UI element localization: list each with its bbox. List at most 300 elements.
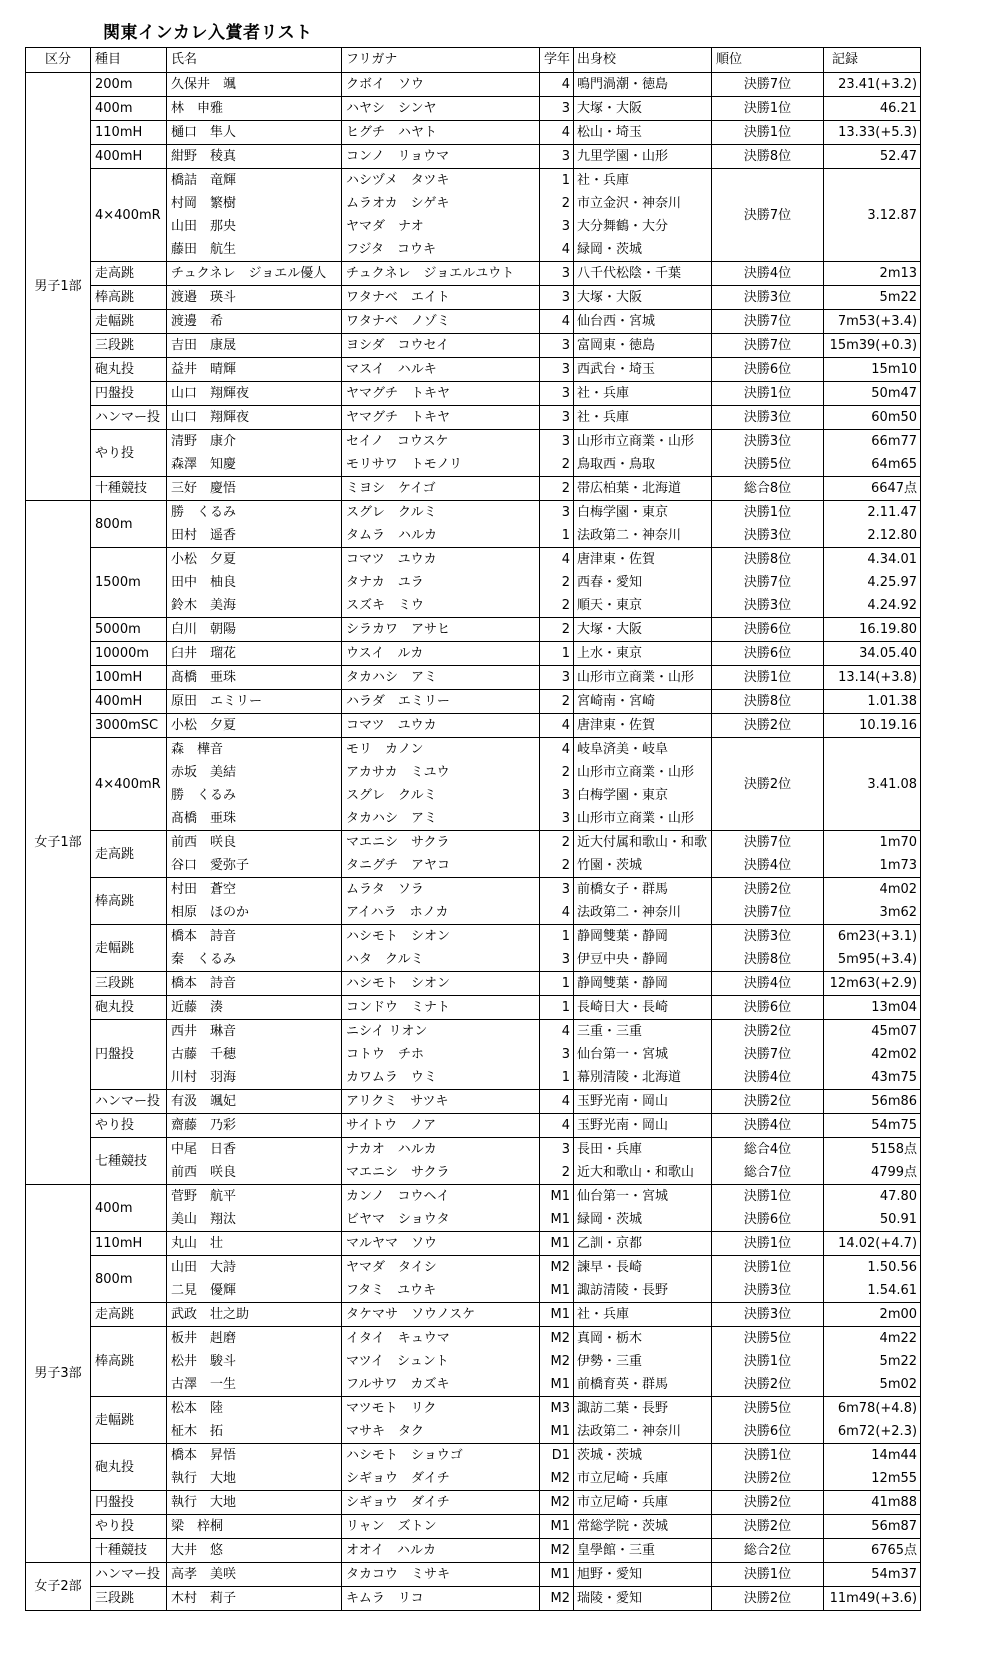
event-cell: やり投: [91, 430, 167, 477]
name-cell: 三好 慶悟: [167, 477, 342, 501]
rank-cell: 決勝4位: [712, 972, 824, 996]
table-row: [26, 1563, 921, 1587]
rank-cell: 決勝1位: [712, 1444, 824, 1468]
grade-cell: M1: [540, 1232, 574, 1256]
event-cell: やり投: [91, 1114, 167, 1138]
event-cell: 3000mSC: [91, 714, 167, 738]
table-row: [26, 169, 921, 193]
school-cell: 前橋女子・群馬: [574, 878, 712, 902]
record-cell: 5m22: [824, 1350, 921, 1373]
school-cell: 竹園・茨城: [574, 854, 712, 878]
rank-cell: 決勝7位: [712, 73, 824, 97]
table-row: [26, 477, 921, 501]
record-cell: 23.41(+3.2): [824, 73, 921, 97]
rank-cell: 決勝4位: [712, 854, 824, 878]
name-cell: 橋本 詩音: [167, 972, 342, 996]
school-cell: 法政第二・神奈川: [574, 901, 712, 925]
table-row: [26, 406, 921, 430]
school-cell: 市立金沢・神奈川: [574, 192, 712, 215]
grade-cell: M1: [540, 1303, 574, 1327]
rank-cell: 決勝7位: [712, 901, 824, 925]
name-cell: 山田 那央: [167, 215, 342, 238]
event-cell: 棒高跳: [91, 878, 167, 925]
school-cell: 市立尼崎・兵庫: [574, 1491, 712, 1515]
grade-cell: M1: [540, 1420, 574, 1444]
rank-cell: 決勝1位: [712, 382, 824, 406]
kana-cell: モリサワ トモノリ: [342, 453, 540, 477]
rank-cell: 決勝2位: [712, 1491, 824, 1515]
rank-cell: 決勝3位: [712, 925, 824, 949]
school-cell: 三重・三重: [574, 1020, 712, 1044]
name-cell: 美山 翔汰: [167, 1208, 342, 1232]
division-cell: 女子2部: [26, 1563, 91, 1611]
grade-cell: 3: [540, 666, 574, 690]
event-cell: 走高跳: [91, 1303, 167, 1327]
school-cell: 山形市立商業・山形: [574, 666, 712, 690]
header-cell: 氏名: [167, 48, 342, 73]
school-cell: 仙台第一・宮城: [574, 1185, 712, 1209]
rank-cell: 決勝7位: [712, 571, 824, 594]
grade-cell: 1: [540, 1066, 574, 1090]
event-cell: 三段跳: [91, 334, 167, 358]
rank-cell: 決勝6位: [712, 1208, 824, 1232]
school-cell: 瑞陵・愛知: [574, 1587, 712, 1611]
rank-cell: 決勝7位: [712, 169, 824, 262]
name-cell: 渡邉 瑛斗: [167, 286, 342, 310]
grade-cell: 2: [540, 477, 574, 501]
grade-cell: M1: [540, 1515, 574, 1539]
table-row: [26, 358, 921, 382]
school-cell: 諫早・長崎: [574, 1256, 712, 1280]
record-cell: 64m65: [824, 453, 921, 477]
name-cell: 古藤 千穂: [167, 1043, 342, 1066]
name-cell: 田村 遥香: [167, 524, 342, 548]
grade-cell: 3: [540, 807, 574, 831]
grade-cell: 4: [540, 1114, 574, 1138]
record-cell: 47.80: [824, 1185, 921, 1209]
name-cell: 髙橋 亜珠: [167, 666, 342, 690]
table-row: [26, 714, 921, 738]
grade-cell: M1: [540, 1373, 574, 1397]
rank-cell: 決勝2位: [712, 1515, 824, 1539]
school-cell: 長崎日大・長崎: [574, 996, 712, 1020]
rank-cell: 決勝1位: [712, 1350, 824, 1373]
school-cell: 社・兵庫: [574, 169, 712, 193]
grade-cell: M2: [540, 1539, 574, 1563]
event-cell: 三段跳: [91, 1587, 167, 1611]
table-row: [26, 73, 921, 97]
school-cell: 山形市立商業・山形: [574, 761, 712, 784]
name-cell: 山田 大詩: [167, 1256, 342, 1280]
record-cell: 2m00: [824, 1303, 921, 1327]
table-row: [26, 382, 921, 406]
school-cell: 大塚・大阪: [574, 97, 712, 121]
table-row: [26, 286, 921, 310]
kana-cell: アカサカ ミユウ: [342, 761, 540, 784]
header-cell: 種目: [91, 48, 167, 73]
event-cell: 砲丸投: [91, 996, 167, 1020]
name-cell: 勝 くるみ: [167, 784, 342, 807]
record-cell: 11m49(+3.6): [824, 1587, 921, 1611]
school-cell: 前橋育英・群馬: [574, 1373, 712, 1397]
name-cell: 前西 咲良: [167, 1161, 342, 1185]
event-cell: 1500m: [91, 548, 167, 618]
event-cell: 砲丸投: [91, 1444, 167, 1491]
rank-cell: 決勝3位: [712, 1303, 824, 1327]
name-cell: 近藤 湊: [167, 996, 342, 1020]
grade-cell: 3: [540, 382, 574, 406]
grade-cell: 3: [540, 358, 574, 382]
kana-cell: マエニシ サクラ: [342, 831, 540, 855]
name-cell: 大井 悠: [167, 1539, 342, 1563]
rank-cell: 決勝1位: [712, 501, 824, 525]
rank-cell: 総合7位: [712, 1161, 824, 1185]
table-row: [26, 430, 921, 454]
name-cell: 二見 優輝: [167, 1279, 342, 1303]
kana-cell: クボイ ソウ: [342, 73, 540, 97]
rank-cell: 決勝1位: [712, 121, 824, 145]
rank-cell: 決勝2位: [712, 1587, 824, 1611]
record-cell: 14m44: [824, 1444, 921, 1468]
event-cell: 走幅跳: [91, 310, 167, 334]
kana-cell: ハシモト ショウゴ: [342, 1444, 540, 1468]
event-cell: 110mH: [91, 121, 167, 145]
name-cell: 武政 壮之助: [167, 1303, 342, 1327]
record-cell: 5m22: [824, 286, 921, 310]
grade-cell: 3: [540, 215, 574, 238]
name-cell: 丸山 壮: [167, 1232, 342, 1256]
record-cell: 3.41.08: [824, 738, 921, 831]
grade-cell: 4: [540, 714, 574, 738]
school-cell: 近大和歌山・和歌山: [574, 1161, 712, 1185]
grade-cell: M1: [540, 1185, 574, 1209]
school-cell: 富岡東・徳島: [574, 334, 712, 358]
school-cell: 玉野光南・岡山: [574, 1090, 712, 1114]
name-cell: 相原 ほのか: [167, 901, 342, 925]
rank-cell: 決勝6位: [712, 618, 824, 642]
rank-cell: 決勝6位: [712, 358, 824, 382]
record-cell: 1.50.56: [824, 1256, 921, 1280]
event-cell: 10000m: [91, 642, 167, 666]
grade-cell: 3: [540, 1138, 574, 1162]
kana-cell: キムラ リコ: [342, 1587, 540, 1611]
school-cell: 仙台第一・宮城: [574, 1043, 712, 1066]
kana-cell: チュクネレ ジョエルユウト: [342, 262, 540, 286]
school-cell: 唐津東・佐賀: [574, 548, 712, 572]
rank-cell: 決勝2位: [712, 1020, 824, 1044]
grade-cell: 3: [540, 948, 574, 972]
school-cell: 山形市立商業・山形: [574, 430, 712, 454]
school-cell: 近大付属和歌山・和歌: [574, 831, 712, 855]
table-row: [26, 1090, 921, 1114]
name-cell: 西井 琳音: [167, 1020, 342, 1044]
record-cell: 1m73: [824, 854, 921, 878]
rank-cell: 総合4位: [712, 1138, 824, 1162]
record-cell: 15m10: [824, 358, 921, 382]
kana-cell: アイハラ ホノカ: [342, 901, 540, 925]
table-row: [26, 666, 921, 690]
table-row: [26, 1020, 921, 1044]
event-cell: 走幅跳: [91, 925, 167, 972]
grade-cell: 2: [540, 594, 574, 618]
school-cell: 帯広柏葉・北海道: [574, 477, 712, 501]
record-cell: 15m39(+0.3): [824, 334, 921, 358]
school-cell: 法政第二・神奈川: [574, 1420, 712, 1444]
name-cell: 村岡 繁樹: [167, 192, 342, 215]
table-row: [26, 548, 921, 572]
grade-cell: 3: [540, 430, 574, 454]
event-cell: 800m: [91, 1256, 167, 1303]
kana-cell: ワタナベ エイト: [342, 286, 540, 310]
rank-cell: 決勝3位: [712, 524, 824, 548]
record-cell: 12m55: [824, 1467, 921, 1491]
kana-cell: ヤマダ ナオ: [342, 215, 540, 238]
record-cell: 43m75: [824, 1066, 921, 1090]
kana-cell: タカハシ アミ: [342, 666, 540, 690]
results-table: [25, 47, 921, 1611]
record-cell: 42m02: [824, 1043, 921, 1066]
record-cell: 34.05.40: [824, 642, 921, 666]
division-cell: 女子1部: [26, 501, 91, 1185]
table-row: [26, 642, 921, 666]
name-cell: 森澤 知慶: [167, 453, 342, 477]
event-cell: やり投: [91, 1515, 167, 1539]
table-row: [26, 334, 921, 358]
rank-cell: 決勝2位: [712, 738, 824, 831]
rank-cell: 決勝2位: [712, 1467, 824, 1491]
grade-cell: 2: [540, 690, 574, 714]
rank-cell: 決勝1位: [712, 1563, 824, 1587]
table-row: [26, 1327, 921, 1351]
table-row: [26, 925, 921, 949]
division-cell: 男子3部: [26, 1185, 91, 1563]
grade-cell: 3: [540, 406, 574, 430]
record-cell: 13.33(+5.3): [824, 121, 921, 145]
name-cell: 小松 夕夏: [167, 548, 342, 572]
kana-cell: シギョウ ダイチ: [342, 1491, 540, 1515]
school-cell: 岐阜済美・岐阜: [574, 738, 712, 762]
event-cell: 砲丸投: [91, 358, 167, 382]
rank-cell: 決勝7位: [712, 1043, 824, 1066]
grade-cell: 3: [540, 878, 574, 902]
record-cell: 45m07: [824, 1020, 921, 1044]
record-cell: 7m53(+3.4): [824, 310, 921, 334]
grade-cell: 2: [540, 854, 574, 878]
school-cell: 順天・東京: [574, 594, 712, 618]
kana-cell: タニグチ アヤコ: [342, 854, 540, 878]
name-cell: 川村 羽海: [167, 1066, 342, 1090]
kana-cell: フジタ コウキ: [342, 238, 540, 262]
rank-cell: 決勝2位: [712, 1090, 824, 1114]
grade-cell: 4: [540, 238, 574, 262]
grade-cell: 1: [540, 642, 574, 666]
record-cell: 6765点: [824, 1539, 921, 1563]
record-cell: 54m75: [824, 1114, 921, 1138]
record-cell: 4.24.92: [824, 594, 921, 618]
school-cell: 伊豆中央・静岡: [574, 948, 712, 972]
record-cell: 4.34.01: [824, 548, 921, 572]
kana-cell: サイトウ ノア: [342, 1114, 540, 1138]
kana-cell: マルヤマ ソウ: [342, 1232, 540, 1256]
kana-cell: タケマサ ソウノスケ: [342, 1303, 540, 1327]
school-cell: 松山・埼玉: [574, 121, 712, 145]
kana-cell: ハシモト シオン: [342, 972, 540, 996]
grade-cell: 1: [540, 972, 574, 996]
name-cell: 木村 莉子: [167, 1587, 342, 1611]
name-cell: 山口 翔輝夜: [167, 406, 342, 430]
record-cell: 3m62: [824, 901, 921, 925]
kana-cell: コマツ ユウカ: [342, 548, 540, 572]
school-cell: 玉野光南・岡山: [574, 1114, 712, 1138]
school-cell: 緑岡・茨城: [574, 1208, 712, 1232]
grade-cell: 2: [540, 618, 574, 642]
record-cell: 5m02: [824, 1373, 921, 1397]
event-cell: 100mH: [91, 666, 167, 690]
name-cell: 久保井 颯: [167, 73, 342, 97]
table-row: [26, 972, 921, 996]
record-cell: 54m37: [824, 1563, 921, 1587]
name-cell: 高孝 美咲: [167, 1563, 342, 1587]
name-cell: 臼井 瑠花: [167, 642, 342, 666]
grade-cell: 2: [540, 571, 574, 594]
table-row: [26, 121, 921, 145]
grade-cell: 3: [540, 334, 574, 358]
table-row: [26, 1539, 921, 1563]
rank-cell: 決勝1位: [712, 1256, 824, 1280]
school-cell: 宮崎南・宮崎: [574, 690, 712, 714]
division-cell: 男子1部: [26, 73, 91, 501]
grade-cell: M1: [540, 1563, 574, 1587]
table-row: [26, 145, 921, 169]
grade-cell: 2: [540, 192, 574, 215]
event-cell: 円盤投: [91, 1491, 167, 1515]
record-cell: 6m78(+4.8): [824, 1397, 921, 1421]
rank-cell: 総合2位: [712, 1539, 824, 1563]
grade-cell: 3: [540, 145, 574, 169]
event-cell: 110mH: [91, 1232, 167, 1256]
grade-cell: M2: [540, 1587, 574, 1611]
school-cell: 唐津東・佐賀: [574, 714, 712, 738]
header-cell: フリガナ: [342, 48, 540, 73]
kana-cell: タナカ ユラ: [342, 571, 540, 594]
grade-cell: M2: [540, 1350, 574, 1373]
event-cell: 三段跳: [91, 972, 167, 996]
rank-cell: 決勝8位: [712, 690, 824, 714]
event-cell: 走高跳: [91, 831, 167, 878]
grade-cell: M1: [540, 1279, 574, 1303]
event-cell: 走幅跳: [91, 1397, 167, 1444]
school-cell: 常総学院・茨城: [574, 1515, 712, 1539]
name-cell: 橋本 詩音: [167, 925, 342, 949]
school-cell: 真岡・栃木: [574, 1327, 712, 1351]
kana-cell: カワムラ ウミ: [342, 1066, 540, 1090]
school-cell: 社・兵庫: [574, 406, 712, 430]
grade-cell: 4: [540, 1090, 574, 1114]
kana-cell: ムラオカ シゲキ: [342, 192, 540, 215]
school-cell: 大分舞鶴・大分: [574, 215, 712, 238]
kana-cell: マスイ ハルキ: [342, 358, 540, 382]
table-row: [26, 501, 921, 525]
rank-cell: 決勝2位: [712, 714, 824, 738]
grade-cell: M1: [540, 1208, 574, 1232]
event-cell: 400m: [91, 1185, 167, 1232]
grade-cell: M2: [540, 1256, 574, 1280]
rank-cell: 決勝3位: [712, 594, 824, 618]
record-cell: 50m47: [824, 382, 921, 406]
grade-cell: 4: [540, 73, 574, 97]
name-cell: 田中 柚良: [167, 571, 342, 594]
record-cell: 2.11.47: [824, 501, 921, 525]
kana-cell: ヤマグチ トキヤ: [342, 382, 540, 406]
kana-cell: フタミ ユウキ: [342, 1279, 540, 1303]
name-cell: チュクネレ ジョエル優人: [167, 262, 342, 286]
name-cell: 梁 梓桐: [167, 1515, 342, 1539]
name-cell: 菅野 航平: [167, 1185, 342, 1209]
kana-cell: スグレ クルミ: [342, 501, 540, 525]
grade-cell: M2: [540, 1491, 574, 1515]
rank-cell: 総合8位: [712, 477, 824, 501]
grade-cell: 3: [540, 286, 574, 310]
header-cell: 学年: [540, 48, 574, 73]
kana-cell: ミヨシ ケイゴ: [342, 477, 540, 501]
name-cell: 白川 朝陽: [167, 618, 342, 642]
kana-cell: タカコウ ミサキ: [342, 1563, 540, 1587]
school-cell: 社・兵庫: [574, 1303, 712, 1327]
record-cell: 5158点: [824, 1138, 921, 1162]
grade-cell: 4: [540, 1020, 574, 1044]
rank-cell: 決勝3位: [712, 286, 824, 310]
school-cell: 山形市立商業・山形: [574, 807, 712, 831]
grade-cell: 2: [540, 1161, 574, 1185]
kana-cell: シラカワ アサヒ: [342, 618, 540, 642]
event-cell: 棒高跳: [91, 286, 167, 310]
grade-cell: 2: [540, 761, 574, 784]
record-cell: 2m13: [824, 262, 921, 286]
grade-cell: 1: [540, 169, 574, 193]
name-cell: 山口 翔輝夜: [167, 382, 342, 406]
school-cell: 社・兵庫: [574, 382, 712, 406]
rank-cell: 決勝1位: [712, 666, 824, 690]
rank-cell: 決勝8位: [712, 145, 824, 169]
kana-cell: アリクミ サツキ: [342, 1090, 540, 1114]
name-cell: 清野 康介: [167, 430, 342, 454]
page-title: 関東インカレ入賞者リスト: [103, 23, 313, 43]
school-cell: 西武台・埼玉: [574, 358, 712, 382]
name-cell: 林 申雅: [167, 97, 342, 121]
record-cell: 13.14(+3.8): [824, 666, 921, 690]
name-cell: 執行 大地: [167, 1491, 342, 1515]
name-cell: 柾木 拓: [167, 1420, 342, 1444]
grade-cell: 3: [540, 501, 574, 525]
school-cell: 伊勢・三重: [574, 1350, 712, 1373]
kana-cell: ヤマグチ トキヤ: [342, 406, 540, 430]
table-row: [26, 1185, 921, 1209]
kana-cell: ハシヅメ タツキ: [342, 169, 540, 193]
header-cell: 出身校: [574, 48, 712, 73]
kana-cell: コンノ リョウマ: [342, 145, 540, 169]
grade-cell: M3: [540, 1397, 574, 1421]
table-row: [26, 996, 921, 1020]
kana-cell: ワタナベ ノゾミ: [342, 310, 540, 334]
grade-cell: 3: [540, 97, 574, 121]
record-cell: 4.25.97: [824, 571, 921, 594]
kana-cell: モリ カノン: [342, 738, 540, 762]
kana-cell: ヨシダ コウセイ: [342, 334, 540, 358]
record-cell: 4m22: [824, 1327, 921, 1351]
school-cell: 静岡雙葉・静岡: [574, 925, 712, 949]
table-row: [26, 1138, 921, 1162]
record-cell: 66m77: [824, 430, 921, 454]
